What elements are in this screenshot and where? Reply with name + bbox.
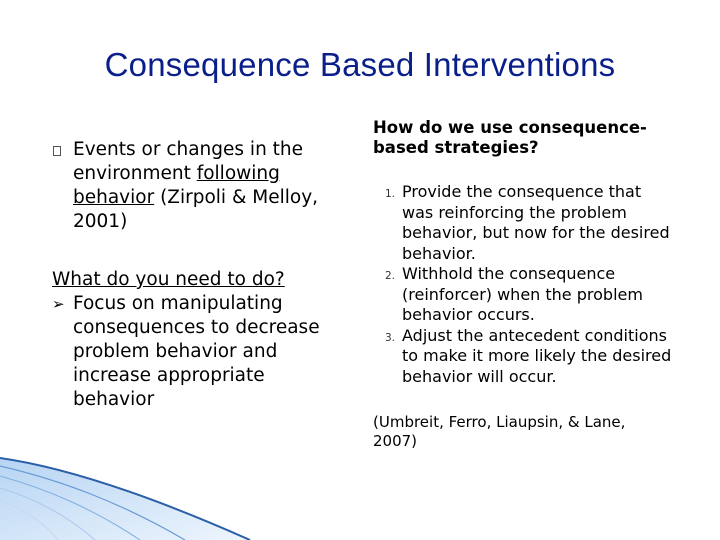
bullet-item: [52, 138, 342, 234]
bullet-text-start: Events or changes in the environment: [73, 139, 304, 184]
list-number: 1.: [385, 188, 396, 200]
bullet-citation: (Zirpoli & Melloy, 2001): [73, 187, 319, 232]
arrow-bullet-icon: ➢: [52, 295, 65, 313]
list-item: [373, 264, 673, 326]
left-column: [52, 138, 342, 412]
decorative-wave-graphic: [0, 440, 260, 540]
arrow-bullet-item: [52, 292, 342, 412]
list-item: [373, 326, 673, 388]
underlined-following: following: [196, 163, 280, 184]
arrow-item-text: Focus on manipulating consequences to decrease problem behavior and increase appropriate behavior: [73, 293, 320, 410]
slide-title: Consequence Based Interventions: [104, 46, 616, 83]
list-item-text: Adjust the antecedent conditions to make it more likely the desired behavior will occur.: [402, 325, 672, 386]
list-item-text: Provide the consequence that was reinforcing the problem behavior, but now for the desired behavior.: [402, 182, 670, 263]
citation: (Umbreit, Ferro, Liaupsin, & Lane, 2007): [373, 413, 626, 450]
right-column: [373, 118, 673, 451]
numbered-list: [373, 182, 673, 387]
square-bullet-icon: [53, 146, 61, 156]
list-item-text: Withhold the consequence (reinforcer) when the problem behavior occurs.: [402, 264, 643, 324]
list-number: 3.: [385, 331, 396, 344]
right-heading: How do we use consequence-based strategies?: [373, 118, 647, 157]
list-item: [373, 182, 673, 264]
question-heading: What do you need to do?: [52, 269, 285, 290]
list-number: 2.: [385, 270, 396, 282]
underlined-behavior: behavior: [73, 187, 155, 208]
